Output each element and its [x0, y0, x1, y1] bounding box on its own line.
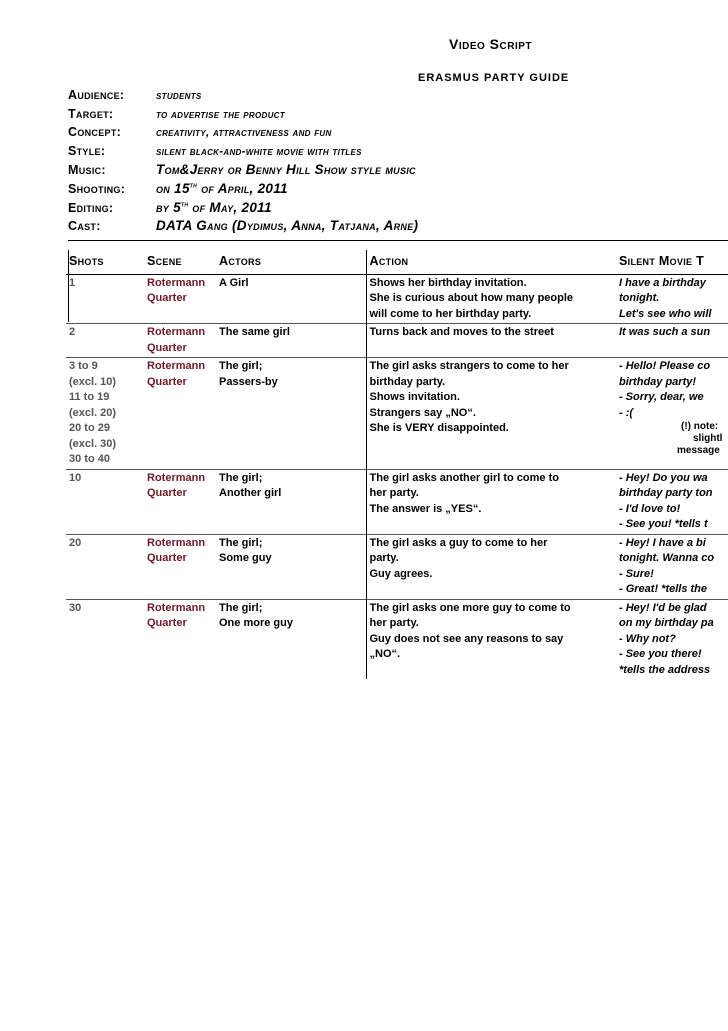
production-note: slightl: [693, 433, 723, 444]
cell-line: Turns back and moves to the street: [369, 326, 554, 338]
cell-line: Quarter: [147, 292, 187, 304]
script-table: [66, 250, 728, 679]
cell-shots: [66, 469, 144, 534]
cell-silent: [616, 274, 728, 324]
cell-line: Quarter: [147, 341, 187, 354]
cell-line: her party.: [369, 487, 419, 499]
col-header-scene: Scene: [147, 254, 182, 268]
cell-line: The girl asks another girl to come to: [369, 471, 559, 484]
meta-label: Shooting:: [68, 181, 126, 196]
meta-cast: [68, 218, 688, 237]
cell-line: 30: [69, 601, 82, 614]
cell-line: The same girl: [219, 326, 290, 338]
cell-line: (excl. 30): [69, 437, 117, 450]
ordinal-suffix: th: [189, 182, 198, 190]
cell-line: Passers-by: [219, 375, 278, 388]
cell-line: I have a birthday: [619, 276, 706, 289]
cell-line: The girl;: [219, 601, 263, 614]
cell-line: birthday party.: [369, 375, 446, 388]
cell-scene: [144, 534, 216, 599]
cell-shots: [66, 599, 144, 679]
cell-line: Guy agrees.: [369, 567, 433, 580]
col-header-action: Action: [366, 250, 616, 274]
meta-label: Concept:: [68, 125, 122, 140]
cell-line: Let's see who will: [619, 307, 712, 320]
meta-target: [68, 107, 688, 126]
meta-label: Audience:: [68, 88, 125, 102]
cell-silent: [616, 469, 728, 534]
cell-silent: [616, 534, 728, 599]
meta-value-part: on 15: [156, 180, 190, 196]
cell-silent: [616, 358, 728, 470]
meta-label: Music:: [68, 163, 106, 178]
meta-value: [156, 181, 288, 196]
meta-style: [68, 144, 688, 163]
cell-line: 2: [69, 326, 76, 338]
cell-line: - Why not?: [619, 632, 676, 645]
cell-line: Some guy: [219, 552, 272, 564]
meta-value: DATA Gang (Dydimus, Anna, Tatjana, Arne): [156, 218, 419, 234]
cell-line: birthday party!: [619, 375, 697, 388]
cell-line: 11 to 19: [69, 391, 110, 403]
cell-actors: [216, 358, 366, 470]
cell-line: Rotermann: [147, 471, 206, 484]
cell-action: [366, 324, 616, 358]
cell-line: Rotermann: [147, 360, 206, 372]
meta-label: Cast:: [68, 219, 101, 234]
cell-line: She is VERY disappointed.: [369, 422, 509, 434]
table-header-row: [66, 250, 728, 274]
cell-action: [366, 274, 616, 324]
cell-action: [366, 358, 616, 470]
cell-line: birthday party ton: [619, 487, 713, 499]
cell-line: The answer is „YES“.: [369, 502, 482, 515]
cell-line: Shows her birthday invitation.: [369, 276, 527, 289]
cell-line: The girl asks a guy to come to her: [369, 536, 548, 549]
table-row: [66, 469, 728, 534]
cell-shots: [66, 274, 144, 324]
script-metadata: [68, 88, 688, 237]
meta-value: silent black-and-white movie with titles: [156, 145, 362, 158]
meta-value-part: of April, 2011: [197, 180, 288, 196]
cell-line: - See you! *tells t: [619, 518, 708, 530]
cell-line: - Great! *tells the: [619, 583, 708, 595]
cell-line: The girl asks strangers to come to her: [369, 360, 569, 372]
cell-line: A Girl: [219, 276, 249, 289]
cell-shots: [66, 324, 144, 358]
cell-line: 30 to 40: [69, 453, 110, 465]
col-header-actors: Actors: [219, 254, 262, 268]
meta-music: [68, 162, 688, 181]
meta-value-part: of May, 2011: [188, 199, 272, 215]
cell-line: - Hey! I have a bi: [619, 536, 706, 549]
cell-line: - Sure!: [619, 567, 654, 580]
cell-line: (excl. 10): [69, 375, 117, 388]
cell-line: The girl asks one more guy to come to: [369, 601, 571, 614]
cell-actors: [216, 469, 366, 534]
cell-line: 10: [69, 471, 82, 484]
cell-line: It was such a sun: [619, 326, 711, 338]
production-note: message: [677, 445, 720, 456]
table-row: [66, 599, 728, 679]
cell-line: Another girl: [219, 487, 282, 499]
meta-concept: [68, 125, 688, 144]
cell-line: She is curious about how many people: [369, 292, 574, 304]
cell-actors: [216, 534, 366, 599]
cell-line: Rotermann: [147, 536, 206, 549]
document-title: Video Script: [449, 36, 533, 52]
col-header-silent-movie: Silent Movie T: [619, 254, 705, 268]
cell-line: 20: [69, 536, 82, 549]
cell-line: her party.: [369, 617, 419, 629]
cell-line: Rotermann: [147, 276, 206, 289]
cell-line: 3 to 9: [69, 360, 98, 372]
meta-value: creativity, attractiveness and fun: [156, 127, 332, 140]
meta-label: Target:: [68, 106, 114, 121]
cell-line: Shows invitation.: [369, 391, 460, 403]
cell-shots: [66, 534, 144, 599]
cell-silent: [616, 324, 728, 358]
cell-shots: [66, 358, 144, 470]
cell-scene: [144, 274, 216, 324]
cell-scene: [144, 358, 216, 470]
meta-shooting: [68, 181, 688, 200]
cell-line: „NO“.: [369, 648, 401, 660]
meta-value: Tom&Jerry or Benny Hill Show style music: [156, 162, 416, 178]
cell-scene: [144, 324, 216, 358]
cell-line: Quarter: [147, 552, 187, 564]
cell-line: - Hey! Do you wa: [619, 471, 708, 484]
meta-audience: [68, 88, 688, 107]
cell-line: - Hello! Please co: [619, 360, 711, 372]
meta-editing: [68, 200, 688, 219]
cell-scene: [144, 469, 216, 534]
cell-line: - Hey! I'd be glad: [619, 601, 707, 614]
cell-line: Guy does not see any reasons to say: [369, 632, 564, 645]
cell-line: tonight. Wanna co: [619, 552, 715, 564]
cell-line: on my birthday pa: [619, 617, 714, 629]
document-subtitle: ERASMUS PARTY GUIDE: [418, 72, 570, 84]
production-note: (!) note:: [681, 421, 719, 432]
cell-line: The girl;: [219, 536, 263, 549]
cell-line: The girl;: [219, 360, 263, 372]
cell-scene: [144, 599, 216, 679]
cell-line: - :(: [619, 406, 634, 419]
meta-value: students: [156, 90, 202, 102]
cell-line: One more guy: [219, 617, 293, 629]
cell-action: [366, 469, 616, 534]
cell-line: Strangers say „NO“.: [369, 406, 476, 419]
table-body: [66, 274, 728, 679]
cell-actors: [216, 324, 366, 358]
table-row: [66, 358, 728, 470]
meta-value: [156, 200, 272, 215]
cell-line: 20 to 29: [69, 422, 110, 434]
cell-silent: [616, 599, 728, 679]
cell-actors: [216, 274, 366, 324]
meta-value: to advertise the product: [156, 108, 285, 121]
cell-line: Rotermann: [147, 326, 206, 338]
ordinal-suffix: th: [180, 201, 189, 209]
table-row: [66, 534, 728, 599]
cell-line: Quarter: [147, 487, 187, 499]
cell-line: 1: [69, 276, 76, 289]
cell-line: (excl. 20): [69, 406, 117, 419]
cell-actors: [216, 599, 366, 679]
cell-line: will come to her birthday party.: [369, 307, 532, 320]
col-header-shots: Shots: [69, 254, 104, 268]
meta-label: Editing:: [68, 200, 114, 215]
cell-line: Rotermann: [147, 601, 206, 614]
meta-value-part: by 5: [156, 199, 181, 215]
divider: [68, 240, 728, 241]
cell-line: Quarter: [147, 617, 187, 629]
cell-line: - Sorry, dear, we: [619, 391, 704, 403]
table-row: [66, 274, 728, 324]
cell-line: party.: [369, 552, 399, 564]
cell-line: *tells the address: [619, 663, 711, 676]
cell-line: - I'd love to!: [619, 502, 681, 515]
cell-action: [366, 599, 616, 679]
cell-line: The girl;: [219, 471, 263, 484]
table-row: [66, 324, 728, 358]
cell-line: tonight.: [619, 292, 660, 304]
cell-action: [366, 534, 616, 599]
meta-label: Style:: [68, 143, 106, 158]
cell-line: - See you there!: [619, 648, 702, 660]
cell-line: Quarter: [147, 375, 187, 388]
